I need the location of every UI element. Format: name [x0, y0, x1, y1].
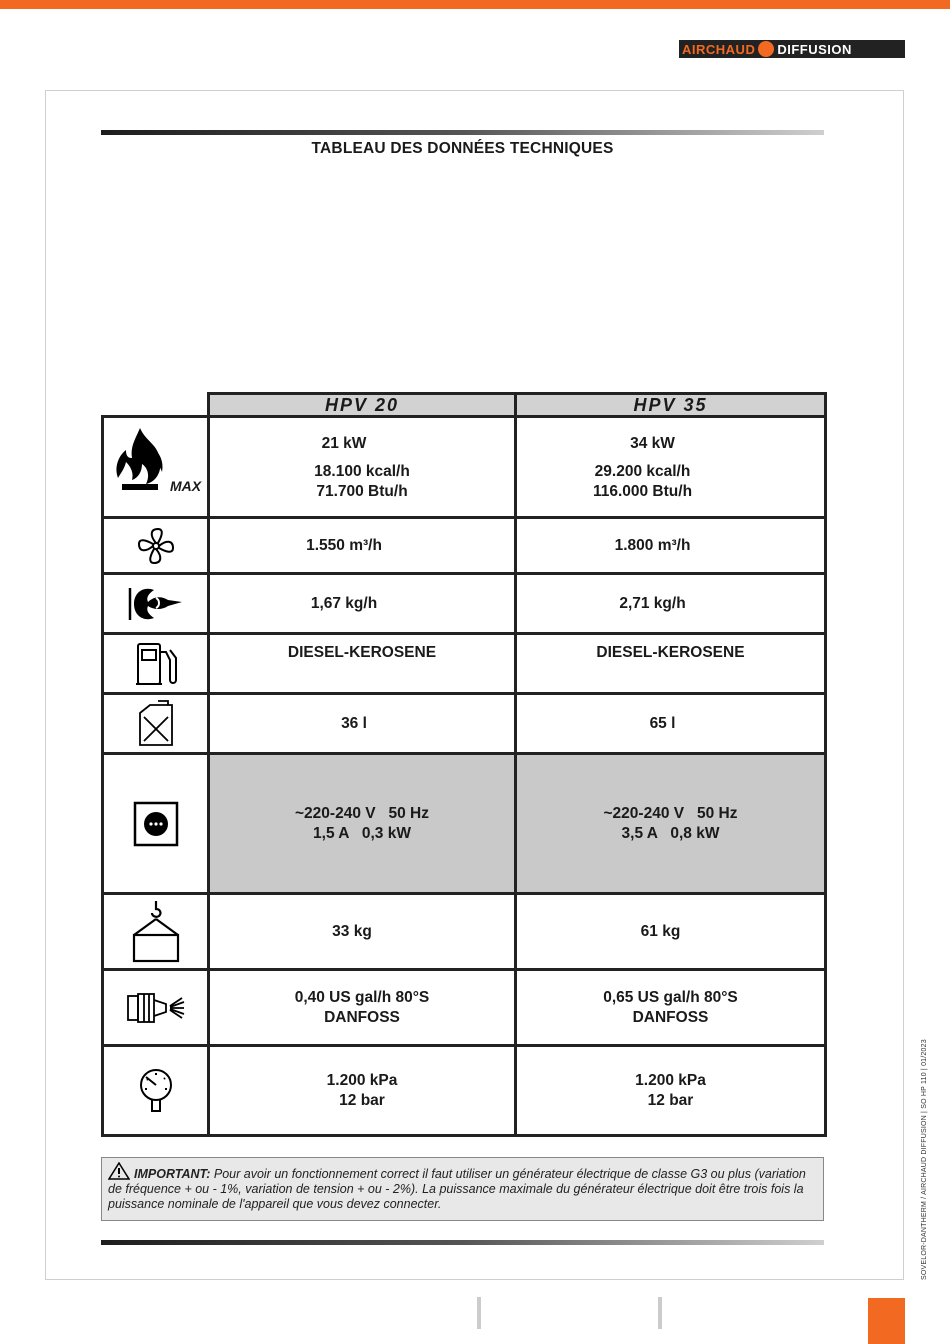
- cell-value: 18.100 kcal/h: [314, 463, 410, 480]
- cell-value: 34 kW: [630, 435, 675, 452]
- cell-value: 1,67 kg/h: [209, 574, 516, 634]
- brand-left: AIRCHAUD: [682, 41, 756, 57]
- cell-value: 36 l: [209, 694, 516, 754]
- note-text: Pour avoir un fonctionnement correct il faut utiliser un générateur électrique de classe G3 ou plus (variation de fréquence + ou - 1%, variation de tension + ou - 2%). La puissance maximale du générateur électrique doit être trois fois la puissance nominale de l'appareil que vous devez connecter.: [108, 1167, 806, 1211]
- cell-value: 0,40 US gal/h 80°S: [294, 988, 430, 1006]
- fold-mark: [477, 1297, 481, 1329]
- page-title: TABLEAU DES DONNÉES TECHNIQUES: [311, 140, 614, 157]
- cell-value: 21 kW: [321, 435, 367, 452]
- table-row: [103, 634, 826, 694]
- table-row: [103, 894, 826, 970]
- fan-icon: [136, 526, 176, 566]
- cell-value: 116.000 Btu/h: [592, 483, 693, 500]
- brand-logo: [679, 40, 905, 58]
- cell-value: ~220-240 V 50 Hz: [295, 804, 429, 822]
- cell-value: 29.200 kcal/h: [594, 463, 691, 480]
- table-row: [103, 970, 826, 1046]
- warning-icon: [108, 1162, 130, 1180]
- brand-right: DIFFUSION: [777, 41, 852, 57]
- weight-hook-icon: [128, 899, 184, 965]
- cell-value: 65 l: [516, 694, 826, 754]
- cell-value: DANFOSS: [324, 1008, 400, 1026]
- cell-value: 71.700 Btu/h: [316, 483, 408, 500]
- table-row: [103, 1046, 826, 1136]
- fuel-consumption-icon: [126, 582, 186, 626]
- cell-value: DIESEL-KEROSENE: [516, 634, 826, 694]
- cell-value: 1,5 A 0,3 kW: [313, 824, 411, 842]
- cell-value: 1.200 kPa: [635, 1071, 706, 1089]
- table-row: [103, 518, 826, 574]
- table-row: [103, 694, 826, 754]
- top-accent-bar: [0, 0, 950, 9]
- power-socket-icon: [133, 801, 179, 847]
- table-row: [103, 417, 826, 518]
- table-row: [103, 754, 826, 894]
- cell-value: DIESEL-KEROSENE: [209, 634, 516, 694]
- important-note: [101, 1157, 824, 1221]
- spec-table: [101, 392, 827, 1137]
- max-label: MAX: [170, 478, 202, 494]
- cell-value: 0,65 US gal/h 80°S: [603, 988, 738, 1006]
- flame-icon: [110, 426, 170, 494]
- cell-value: 2,71 kg/h: [516, 574, 826, 634]
- pressure-gauge-icon: [136, 1067, 176, 1115]
- bottom-rule: [101, 1240, 824, 1245]
- cell-value: 12 bar: [339, 1091, 385, 1109]
- page-tab: [868, 1298, 905, 1344]
- cell-value: ~220-240 V 50 Hz: [603, 804, 738, 822]
- jerrycan-icon: [136, 699, 176, 749]
- cell-value: 1.550 m³/h: [209, 518, 516, 574]
- cell-value: 33 kg: [209, 894, 516, 970]
- note-label: IMPORTANT:: [134, 1167, 211, 1181]
- model-header-hpv35: HPV 35: [516, 394, 826, 417]
- nozzle-icon: [124, 988, 188, 1028]
- fuel-pump-icon: [134, 640, 178, 688]
- cell-value: 1.200 kPa: [326, 1071, 398, 1089]
- cell-value: 12 bar: [647, 1091, 694, 1109]
- top-rule: [101, 130, 824, 135]
- sun-logo-icon: [758, 41, 774, 57]
- cell-value: 3,5 A 0,8 kW: [621, 824, 720, 842]
- cell-value: 61 kg: [516, 894, 826, 970]
- cell-value: 1.800 m³/h: [516, 518, 826, 574]
- fold-mark: [658, 1297, 662, 1329]
- side-reference: SOVELOR-DANTHERM / AIRCHAUD DIFFUSION | SO HP 110 | 01/2023: [921, 1039, 928, 1280]
- table-row: [103, 574, 826, 634]
- model-header-hpv20: HPV 20: [209, 394, 516, 417]
- cell-value: DANFOSS: [632, 1008, 709, 1026]
